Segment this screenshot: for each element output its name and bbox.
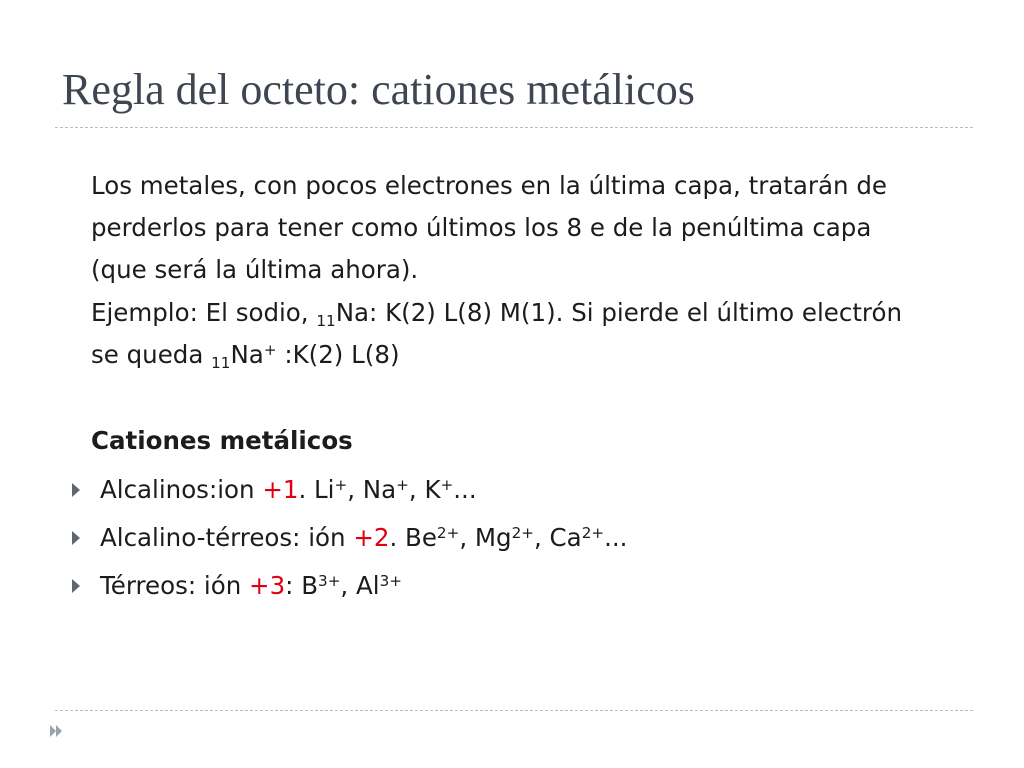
bullet-label: Alcalinos:ion	[100, 475, 263, 504]
charge-value: +3	[249, 571, 286, 600]
charge-superscript: 3+	[318, 571, 341, 590]
charge-superscript: 3+	[379, 571, 402, 590]
ion-text: , Al	[340, 571, 380, 600]
charge-superscript: +	[396, 475, 409, 494]
ion-text: ...	[604, 523, 628, 552]
charge-superscript: 2+	[581, 523, 605, 542]
charge-superscript: 2+	[511, 523, 534, 542]
ion-config: :K(2) L(8)	[276, 340, 400, 369]
intro-paragraph	[91, 165, 991, 291]
ion-text: , K	[408, 475, 441, 504]
atomic-number-subscript: 11	[211, 353, 231, 372]
charge-superscript: +	[263, 340, 277, 359]
footer-divider	[55, 710, 973, 711]
ion-text: . Be	[389, 523, 437, 552]
ion-text: , Na	[347, 475, 397, 504]
list-item-earth	[0, 562, 627, 610]
ion-text: : B	[285, 571, 319, 600]
charge-superscript: +	[440, 475, 454, 494]
ion-text: ...	[453, 475, 477, 504]
title-divider	[55, 127, 973, 128]
triangle-right-icon	[72, 579, 80, 593]
bullet-label: Térreos: ión	[100, 571, 250, 600]
ion-text: , Ca	[533, 523, 582, 552]
atomic-number-subscript: 11	[316, 311, 336, 330]
intro-line-2: perderlos para tener como últimos los 8 e de la penúltima capa	[91, 213, 872, 242]
ion-text: , Mg	[459, 523, 512, 552]
charge-superscript: +	[334, 475, 348, 494]
example-text: Ejemplo: El sodio,	[91, 298, 317, 327]
example-config: Na: K(2) L(8) M(1). Si pierde el último electrón	[335, 298, 902, 327]
list-item-alkaline	[0, 466, 627, 514]
list-item-alkaline-earth	[0, 514, 627, 562]
sodium-symbol: Na	[230, 340, 264, 369]
bullet-label: Alcalino-térreos: ión	[100, 523, 354, 552]
example-paragraph	[91, 292, 991, 376]
charge-value: +2	[353, 523, 390, 552]
triangle-right-icon	[72, 483, 80, 497]
triangle-right-icon	[72, 531, 80, 545]
slide-title: Regla del octeto: cationes metálicos	[62, 65, 695, 114]
intro-line-3: (que será la última ahora).	[91, 255, 419, 284]
charge-superscript: 2+	[436, 523, 460, 542]
ion-text: . Li	[298, 475, 335, 504]
section-heading: Cationes metálicos	[91, 426, 353, 455]
example-result-text: se queda	[91, 340, 212, 369]
double-chevron-icon	[48, 723, 64, 739]
cation-list	[0, 466, 627, 610]
charge-value: +1	[262, 475, 299, 504]
intro-line-1: Los metales, con pocos electrones en la última capa, tratarán de	[91, 171, 887, 200]
